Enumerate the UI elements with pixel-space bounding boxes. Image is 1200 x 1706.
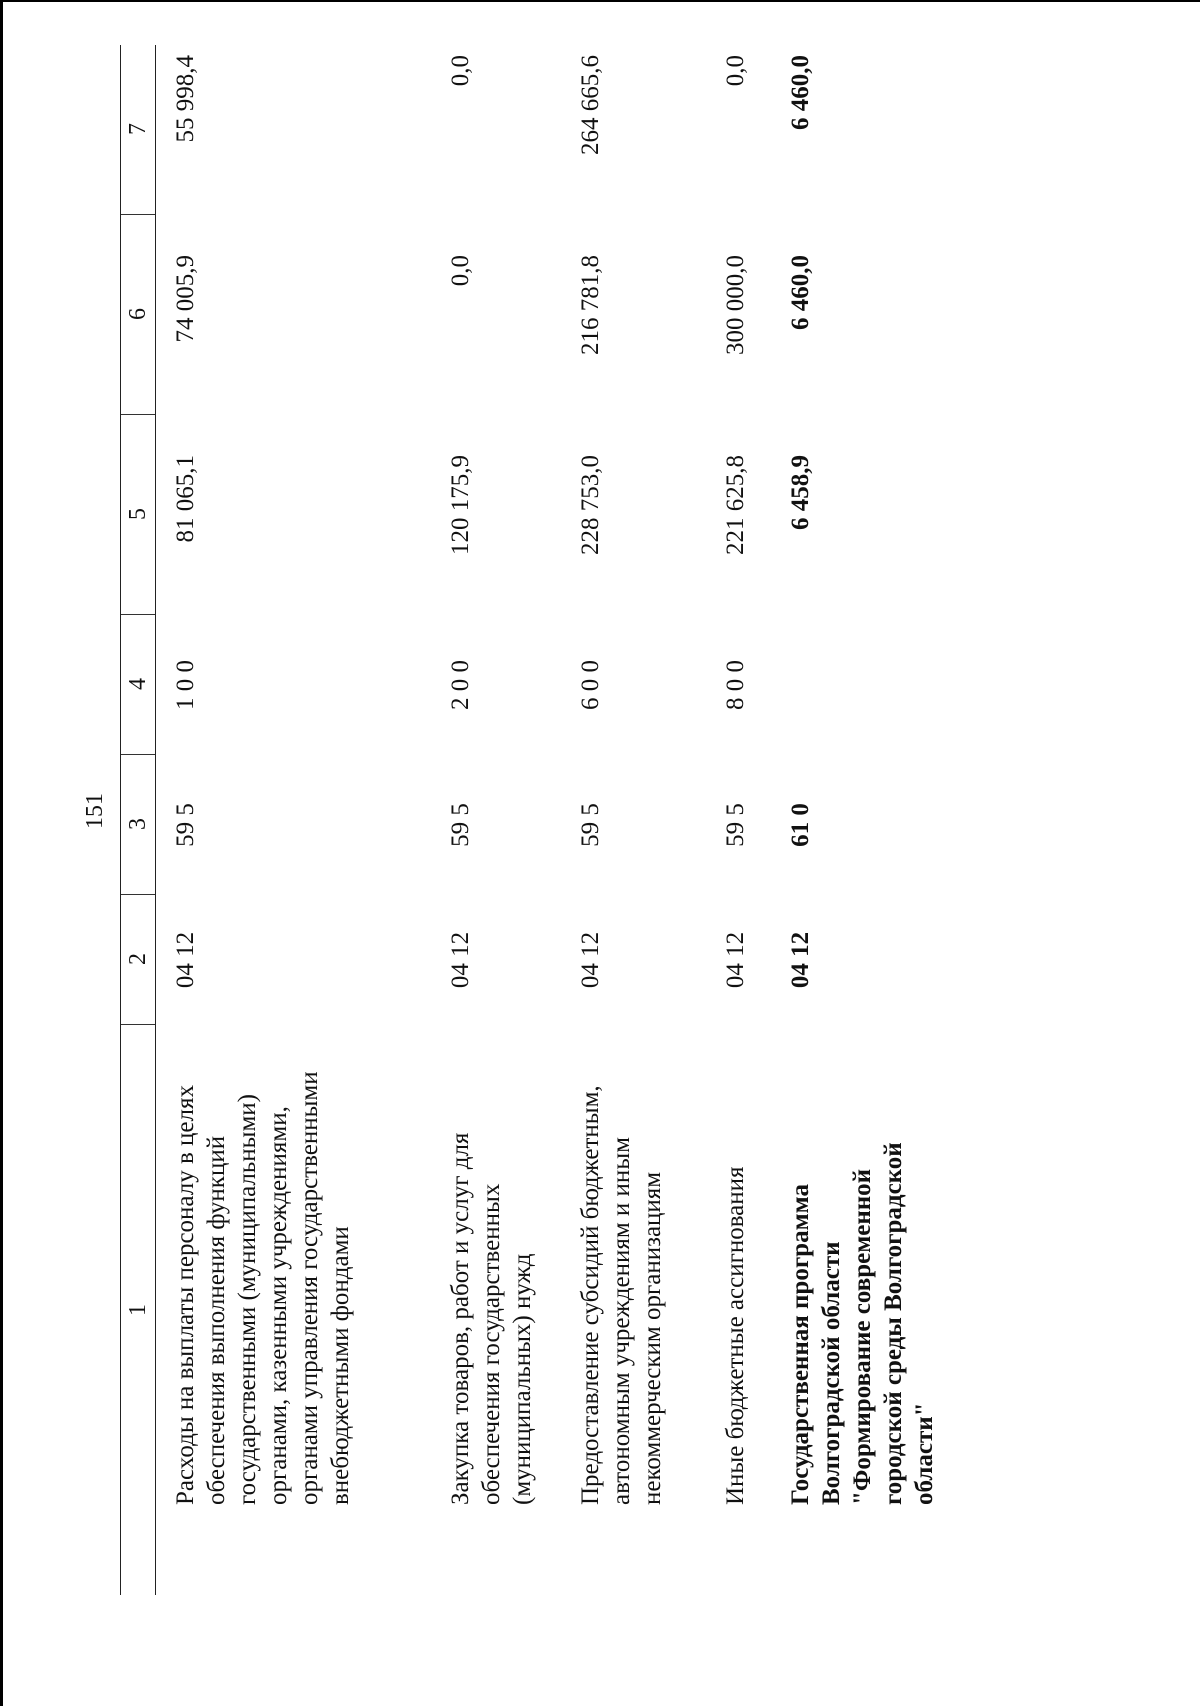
- header-col-4: 4: [121, 614, 155, 755]
- row-col-2: 04 12: [722, 931, 749, 989]
- row-col-6: 6 460,0: [787, 255, 814, 330]
- budget-table: [120, 45, 1160, 1595]
- row-col-5: 120 175,9: [447, 455, 474, 555]
- row-col-7: 0,0: [722, 55, 749, 87]
- row-col-3: 59 5: [577, 803, 604, 847]
- row-col-3: 59 5: [447, 803, 474, 847]
- header-col-6: 6: [121, 214, 155, 415]
- row-col-4: 2 0 0: [447, 660, 474, 710]
- row-col-2: 04 12: [447, 931, 474, 989]
- header-col-5: 5: [121, 414, 155, 615]
- row-col-6: 0,0: [447, 255, 474, 287]
- row-col-4: 1 0 0: [172, 660, 199, 710]
- table-header-row: [120, 45, 156, 1595]
- header-col-7: 7: [121, 44, 155, 215]
- row-col-5: 221 625,8: [722, 455, 749, 555]
- header-col-3: 3: [121, 754, 155, 895]
- row-name: Предоставление субсидий бюджетным, автономным учреждениям и иным некоммерческим организациям: [577, 1085, 666, 1505]
- row-col-3: 59 5: [172, 803, 199, 847]
- header-col-1: 1: [125, 1304, 151, 1316]
- row-name: Расходы на выплаты персоналу в целях обеспечения выполнения функций государственными (муниципальными) органами, казенными учреждениями, органами управления государственными внебюджетными фондами: [172, 1071, 354, 1505]
- row-name: Государственная программа Волгоградской области "Формирование современной городской среды Волгоградской области": [787, 1142, 938, 1505]
- row-col-4: 6 0 0: [577, 660, 604, 710]
- header-col-2: 2: [121, 894, 155, 1025]
- row-col-5: 6 458,9: [787, 455, 814, 530]
- scan-edge: [0, 0, 3, 1706]
- row-col-6: 74 005,9: [172, 255, 199, 343]
- page-number: 151: [82, 793, 108, 829]
- row-col-2: 04 12: [172, 931, 199, 989]
- row-col-4: 8 0 0: [722, 660, 749, 710]
- row-col-2: 04 12: [787, 931, 814, 989]
- row-col-7: 264 665,6: [577, 55, 604, 155]
- scan-edge-top: [0, 0, 1200, 2]
- row-col-3: 61 0: [787, 803, 814, 847]
- row-col-7: 6 460,0: [787, 55, 814, 130]
- row-col-3: 59 5: [722, 803, 749, 847]
- row-col-2: 04 12: [577, 931, 604, 989]
- row-col-6: 300 000,0: [722, 255, 749, 355]
- row-col-7: 55 998,4: [172, 55, 199, 143]
- row-col-6: 216 781,8: [577, 255, 604, 355]
- row-col-5: 81 065,1: [172, 455, 199, 543]
- row-col-5: 228 753,0: [577, 455, 604, 555]
- row-name: Закупка товаров, работ и услуг для обеспечения государственных (муниципальных) нужд: [447, 1132, 536, 1505]
- row-col-7: 0,0: [447, 55, 474, 87]
- row-name: Иные бюджетные ассигнования: [722, 1166, 749, 1505]
